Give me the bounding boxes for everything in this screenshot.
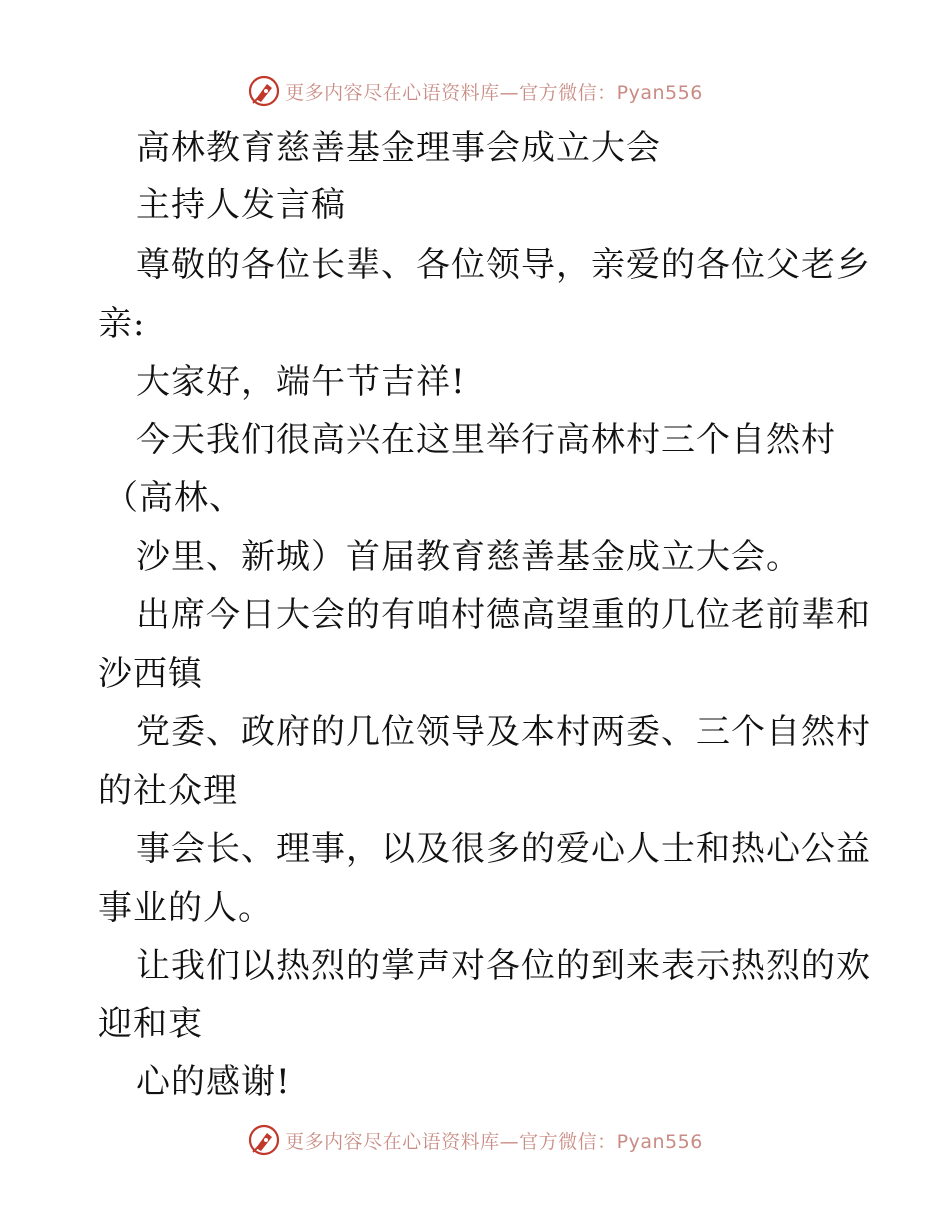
doc-line: 事会长、理事，以及很多的爱心人士和热心公益 bbox=[136, 829, 871, 869]
header-banner-text: 更多内容尽在心语资料库—官方微信：Pyan556 bbox=[285, 81, 703, 104]
doc-line: 心的感谢! bbox=[136, 1062, 291, 1102]
pen-nib-circle-icon bbox=[247, 1123, 281, 1157]
doc-line: 迎和衷 bbox=[98, 1004, 203, 1044]
doc-line: 出席今日大会的有咱村德高望重的几位老前辈和 bbox=[136, 595, 871, 635]
doc-line: 沙里、新城）首届教育慈善基金成立大会。 bbox=[136, 537, 801, 577]
doc-line: 事业的人。 bbox=[98, 888, 273, 928]
doc-line: 大家好，端午节吉祥! bbox=[136, 362, 466, 402]
footer-banner bbox=[0, 1123, 950, 1157]
footer-banner-inner bbox=[247, 1123, 703, 1157]
doc-line: （高林、 bbox=[104, 478, 244, 518]
doc-line: 沙西镇 bbox=[98, 654, 203, 694]
doc-title: 高林教育慈善基金理事会成立大会 bbox=[136, 128, 661, 168]
doc-line: 今天我们很高兴在这里举行高林村三个自然村 bbox=[136, 420, 836, 460]
doc-line: 亲: bbox=[98, 304, 146, 344]
doc-subtitle: 主持人发言稿 bbox=[136, 185, 346, 225]
doc-line: 党委、政府的几位领导及本村两委、三个自然村 bbox=[136, 712, 871, 752]
doc-line: 的社众理 bbox=[98, 771, 238, 811]
footer-banner-text: 更多内容尽在心语资料库—官方微信：Pyan556 bbox=[285, 1130, 703, 1153]
doc-line: 让我们以热烈的掌声对各位的到来表示热烈的欢 bbox=[136, 946, 871, 986]
doc-line: 尊敬的各位长辈、各位领导，亲爱的各位父老乡 bbox=[136, 245, 871, 285]
